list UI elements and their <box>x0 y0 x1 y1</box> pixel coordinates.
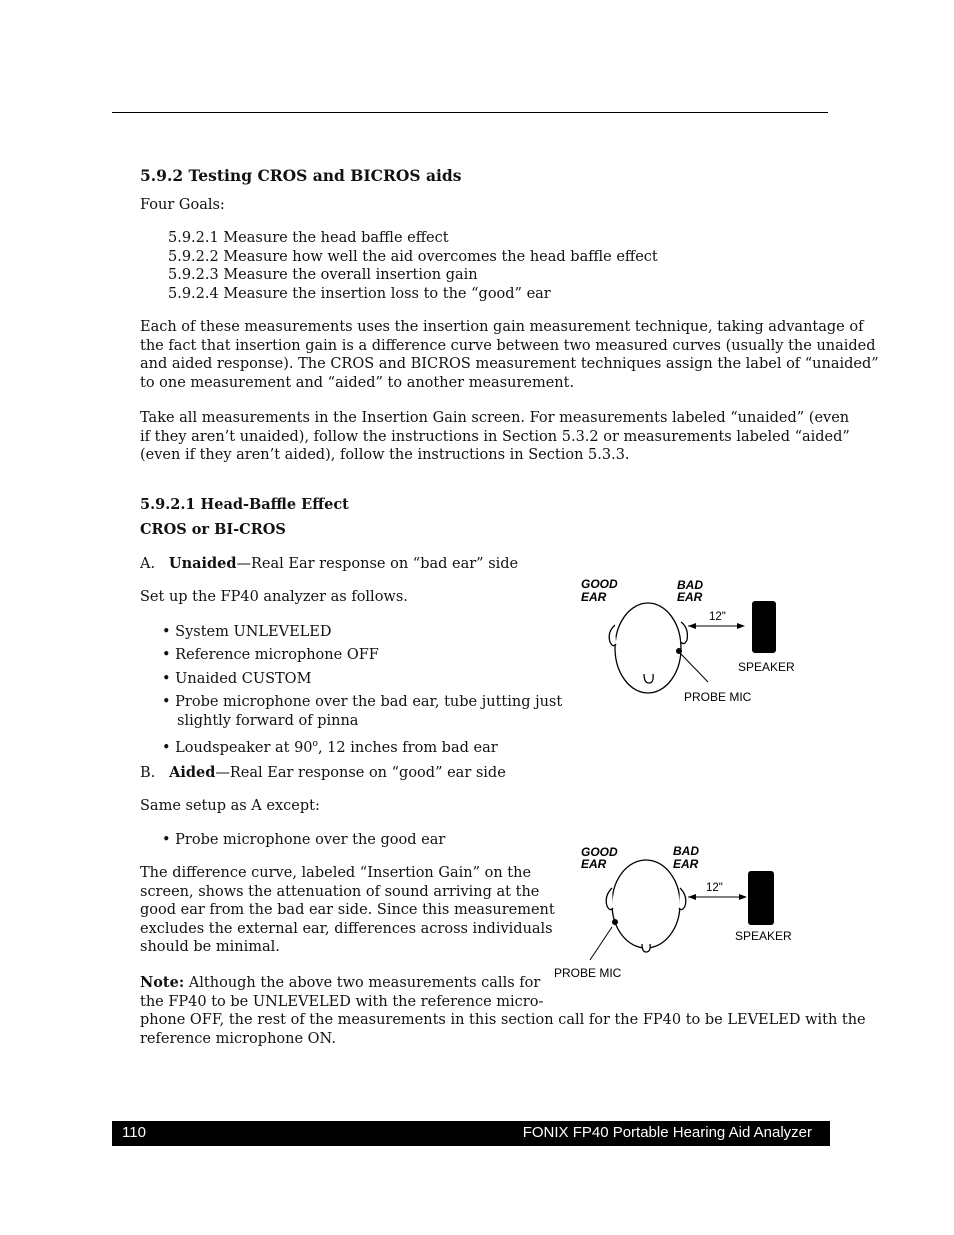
probe-mic-label: PROBE MIC <box>554 966 622 980</box>
step-b <box>140 763 506 783</box>
bad-ear-shape <box>679 888 686 910</box>
probe-mic-label: PROBE MIC <box>684 690 752 704</box>
bad-ear-label: EAR <box>677 590 703 604</box>
good-ear-label: GOOD <box>581 845 618 859</box>
speaker-label: SPEAKER <box>738 660 795 674</box>
bullet-text: , 12 inches from bad ear <box>317 740 498 756</box>
paragraph-line: the fact that insertion gain is a difference curve between two measured curves (usually the unaided <box>140 337 876 354</box>
bullet-item: • System UNLEVELED <box>162 624 332 640</box>
paragraph-line: if they aren’t unaided), follow the instructions in Section 5.3.2 or measurements labeled “aided” <box>140 428 850 445</box>
paragraph-line: to one measurement and “aided” to another measurement. <box>140 374 575 391</box>
probe-mic-dot <box>676 648 682 654</box>
speaker-label: SPEAKER <box>735 929 792 943</box>
goal-item: 5.9.2.3 Measure the overall insertion gain <box>168 267 478 283</box>
paragraph-screen-instructions <box>140 409 850 465</box>
paragraph-line: Take all measurements in the Insertion Gain screen. For measurements labeled “unaided” (even <box>140 410 850 426</box>
bullet-item-continuation: slightly forward of pinna <box>177 713 359 729</box>
bad-ear-label: EAR <box>673 857 699 871</box>
paragraph-insertion-gain <box>140 318 879 392</box>
good-ear-shape <box>609 625 616 646</box>
page-number: 110 <box>122 1124 146 1141</box>
subsection-subheading: CROS or BI-CROS <box>140 521 286 538</box>
step-b-description: —Real Ear response on “good” ear side <box>215 765 506 781</box>
paragraph-line: the FP40 to be UNLEVELED with the reference micro- <box>140 993 544 1010</box>
diagram-aided-setup <box>550 840 810 985</box>
degree-superscript: o <box>312 739 318 750</box>
good-ear-label: EAR <box>581 857 607 871</box>
arrow-head <box>739 894 747 900</box>
goals-intro: Four Goals: <box>140 197 225 213</box>
step-b-title: Aided <box>169 764 216 781</box>
bullet-item: • Probe microphone over the bad ear, tube jutting just <box>162 694 563 710</box>
arrow-head <box>737 623 745 629</box>
header-rule <box>112 112 828 113</box>
nose-shape <box>644 674 653 683</box>
paragraph-line: reference microphone ON. <box>140 1030 336 1047</box>
good-ear-label: GOOD <box>581 577 618 591</box>
step-a <box>140 554 518 574</box>
bullet-item: • Unaided CUSTOM <box>162 671 312 687</box>
footer-title: FONIX FP40 Portable Hearing Aid Analyzer <box>522 1124 812 1141</box>
bullet-text: • Loudspeaker at 90 <box>162 740 313 756</box>
speaker-box <box>748 871 774 925</box>
good-ear-label: EAR <box>581 590 607 604</box>
goal-item: 5.9.2.4 Measure the insertion loss to the “good” ear <box>168 286 551 302</box>
bad-ear-label: BAD <box>677 578 703 592</box>
paragraph-line: phone OFF, the rest of the measurements in this section call for the FP40 to be LEVELED with the <box>140 1012 866 1029</box>
probe-mic-leader <box>681 654 708 682</box>
bullet-item: • Reference microphone OFF <box>162 647 379 663</box>
paragraph-line: (even if they aren’t aided), follow the instructions in Section 5.3.3. <box>140 447 630 464</box>
paragraph-line: screen, shows the attenuation of sound arriving at the <box>140 883 540 900</box>
diagram-unaided-setup <box>560 570 820 710</box>
speaker-box <box>752 601 776 653</box>
section-heading: 5.9.2 Testing CROS and BICROS aids <box>140 166 462 185</box>
paragraph-line: should be minimal. <box>140 939 280 956</box>
arrow-head <box>688 623 696 629</box>
paragraph-line: and aided response). The CROS and BICROS measurement techniques assign the label of “unaided” <box>140 356 879 373</box>
goal-item: 5.9.2.1 Measure the head baffle effect <box>168 230 449 246</box>
subsection-heading: 5.9.2.1 Head-Baffle Effect <box>140 496 349 513</box>
paragraph-line: good ear from the bad ear side. Since this measurement <box>140 902 555 919</box>
probe-mic-dot <box>612 919 618 925</box>
step-a-title: Unaided <box>168 555 237 572</box>
page-footer <box>112 1121 830 1146</box>
arrow-head <box>688 894 696 900</box>
note-text: Although the above two measurements calls for <box>184 975 541 991</box>
bad-ear-label: BAD <box>673 844 699 858</box>
goal-item: 5.9.2.2 Measure how well the aid overcomes the head baffle effect <box>168 249 658 265</box>
paragraph-line: The difference curve, labeled “Insertion Gain” on the <box>140 865 532 881</box>
distance-label: 12" <box>706 882 723 894</box>
good-ear-shape <box>606 888 613 910</box>
step-a-description: —Real Ear response on “bad ear” side <box>236 556 519 572</box>
step-a-letter: A. <box>140 556 156 572</box>
step-b-letter: B. <box>140 765 156 781</box>
paragraph-line: Each of these measurements uses the insertion gain measurement technique, taking advantage of <box>140 319 864 335</box>
same-setup-text: Same setup as A except: <box>140 798 320 814</box>
difference-curve-paragraph <box>140 864 555 957</box>
note-paragraph <box>140 974 866 1048</box>
paragraph-line: excludes the external ear, differences across individuals <box>140 920 553 937</box>
probe-mic-leader <box>590 927 612 960</box>
distance-label: 12" <box>709 611 726 623</box>
head-outline <box>612 860 680 948</box>
note-label: Note: <box>140 974 185 991</box>
bullet-item: • Probe microphone over the good ear <box>162 832 446 848</box>
bad-ear-shape <box>681 622 687 644</box>
bullet-item <box>162 739 498 758</box>
setup-text: Set up the FP40 analyzer as follows. <box>140 589 408 605</box>
nose-shape <box>642 944 650 952</box>
